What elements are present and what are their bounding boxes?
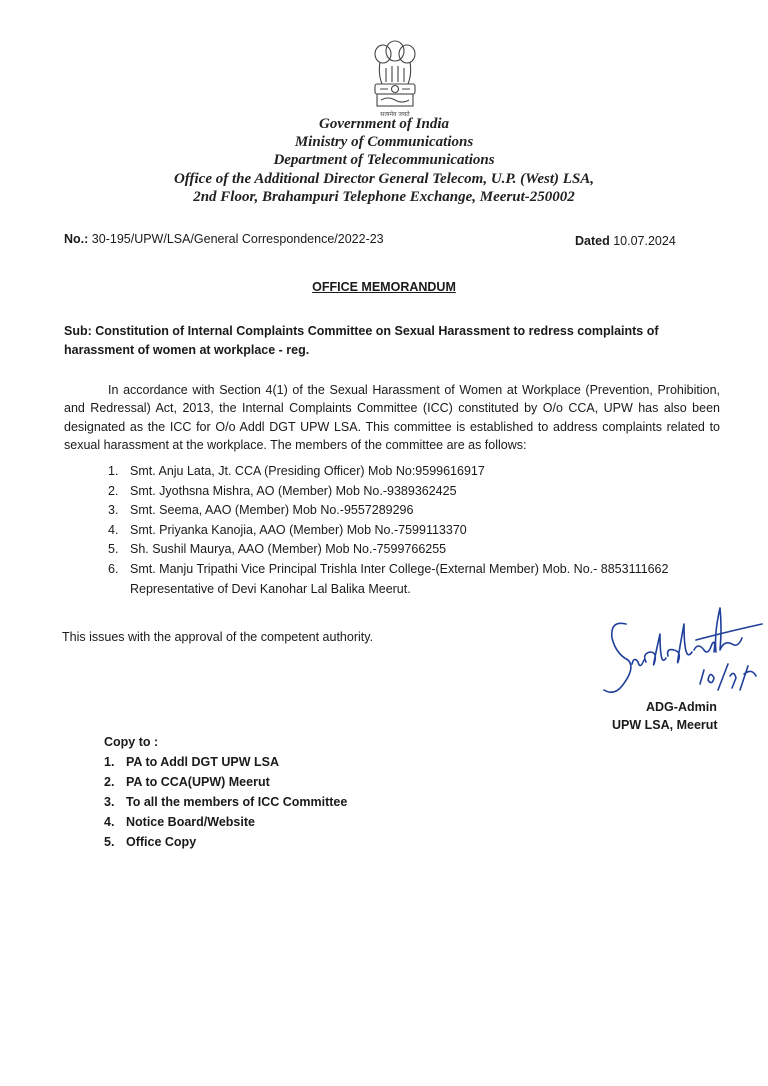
signatory-designation: ADG-Admin: [646, 700, 717, 714]
list-item-text: Office Copy: [126, 835, 197, 849]
list-item: [108, 501, 728, 521]
memo-title: OFFICE MEMORANDUM: [312, 280, 456, 294]
reference-label: No.:: [64, 232, 89, 246]
emblem-caption: सत्यमेव जयते: [380, 111, 410, 118]
document-date: [575, 234, 676, 248]
list-item: [104, 832, 347, 852]
list-item: [108, 521, 728, 541]
list-item-number: 1.: [108, 464, 119, 478]
list-item: [104, 792, 347, 812]
list-item-number: 2.: [108, 483, 119, 498]
date-value: 10.07.2024: [613, 234, 676, 248]
copy-to-heading: Copy to :: [104, 735, 159, 749]
reference-value: 30-195/UPW/LSA/General Correspondence/2022-23: [91, 232, 384, 246]
list-item-text: Smt. Jyothsna Mishra, AO (Member) Mob No.-9389362425: [130, 483, 457, 498]
list-item-number: 6.: [108, 561, 119, 576]
list-item-number: 1.: [104, 755, 115, 769]
header-line-office: Office of the Additional Director General Telecom, U.P. (West) LSA,: [173, 171, 595, 187]
national-emblem: [366, 38, 424, 120]
memo-body: In accordance with Section 4(1) of the Sexual Harassment of Women at Workplace (Prevention, Prohibition, and Redressal) Act, 2013, the Internal Complaints Committee (ICC) constituted by O/o CCA, UPW has also been designated as the ICC for O/o Addl DGT UPW LSA. This committee is established to address complaints related to sexual harassment at the workplace. The members of the committee are as follows:: [64, 383, 720, 453]
list-item: [108, 482, 728, 502]
list-item-text: To all the members of ICC Committee: [126, 795, 348, 809]
list-item-text: Smt. Manju Tripathi Vice Principal Trishla Inter College-(External Member) Mob. No.- 8853111662 Representative of Devi Kanohar Lal Balika Meerut.: [130, 561, 669, 596]
list-item: [108, 462, 728, 482]
list-item-number: 4.: [104, 815, 115, 829]
list-item-text: Notice Board/Website: [126, 815, 255, 829]
list-item-number: 3.: [108, 503, 119, 518]
committee-member-list: [108, 462, 728, 599]
memo-subject: Sub: Constitution of Internal Complaints Committee on Sexual Harassment to redress complaints of harassment of women at workplace - reg.: [64, 324, 659, 357]
list-item-text: Smt. Anju Lata, Jt. CCA (Presiding Officer) Mob No:9599616917: [130, 464, 485, 478]
list-item: [104, 812, 347, 832]
list-item: [104, 772, 347, 792]
list-item: [108, 540, 728, 560]
copy-to-list: [104, 752, 347, 852]
list-item-text: Smt. Priyanka Kanojia, AAO (Member) Mob No.-7599113370: [130, 522, 467, 537]
list-item: [104, 752, 347, 772]
list-item-text: PA to CCA(UPW) Meerut: [126, 775, 270, 789]
list-item-number: 5.: [108, 542, 119, 557]
list-item-text: PA to Addl DGT UPW LSA: [126, 755, 279, 769]
list-item-number: 5.: [104, 835, 115, 849]
list-item-number: 4.: [108, 522, 119, 537]
handwritten-signature: [596, 594, 764, 706]
header-line-department: Department of Telecommunications: [273, 152, 495, 168]
list-item-number: 3.: [104, 795, 115, 809]
approval-statement: This issues with the approval of the competent authority.: [62, 630, 374, 644]
list-item-text: Sh. Sushil Maurya, AAO (Member) Mob No.-7599766255: [130, 542, 447, 557]
header-line-ministry: Ministry of Communications: [294, 134, 474, 150]
header-line-address: 2nd Floor, Brahampuri Telephone Exchange, Meerut-250002: [193, 189, 575, 205]
signatory-office: UPW LSA, Meerut: [612, 718, 718, 732]
reference-number: [64, 232, 384, 246]
date-label: Dated: [575, 234, 610, 248]
list-item-text: Smt. Seema, AAO (Member) Mob No.-9557289296: [130, 503, 414, 518]
list-item-number: 2.: [104, 775, 115, 789]
header-line-government: Government of India: [318, 116, 449, 132]
